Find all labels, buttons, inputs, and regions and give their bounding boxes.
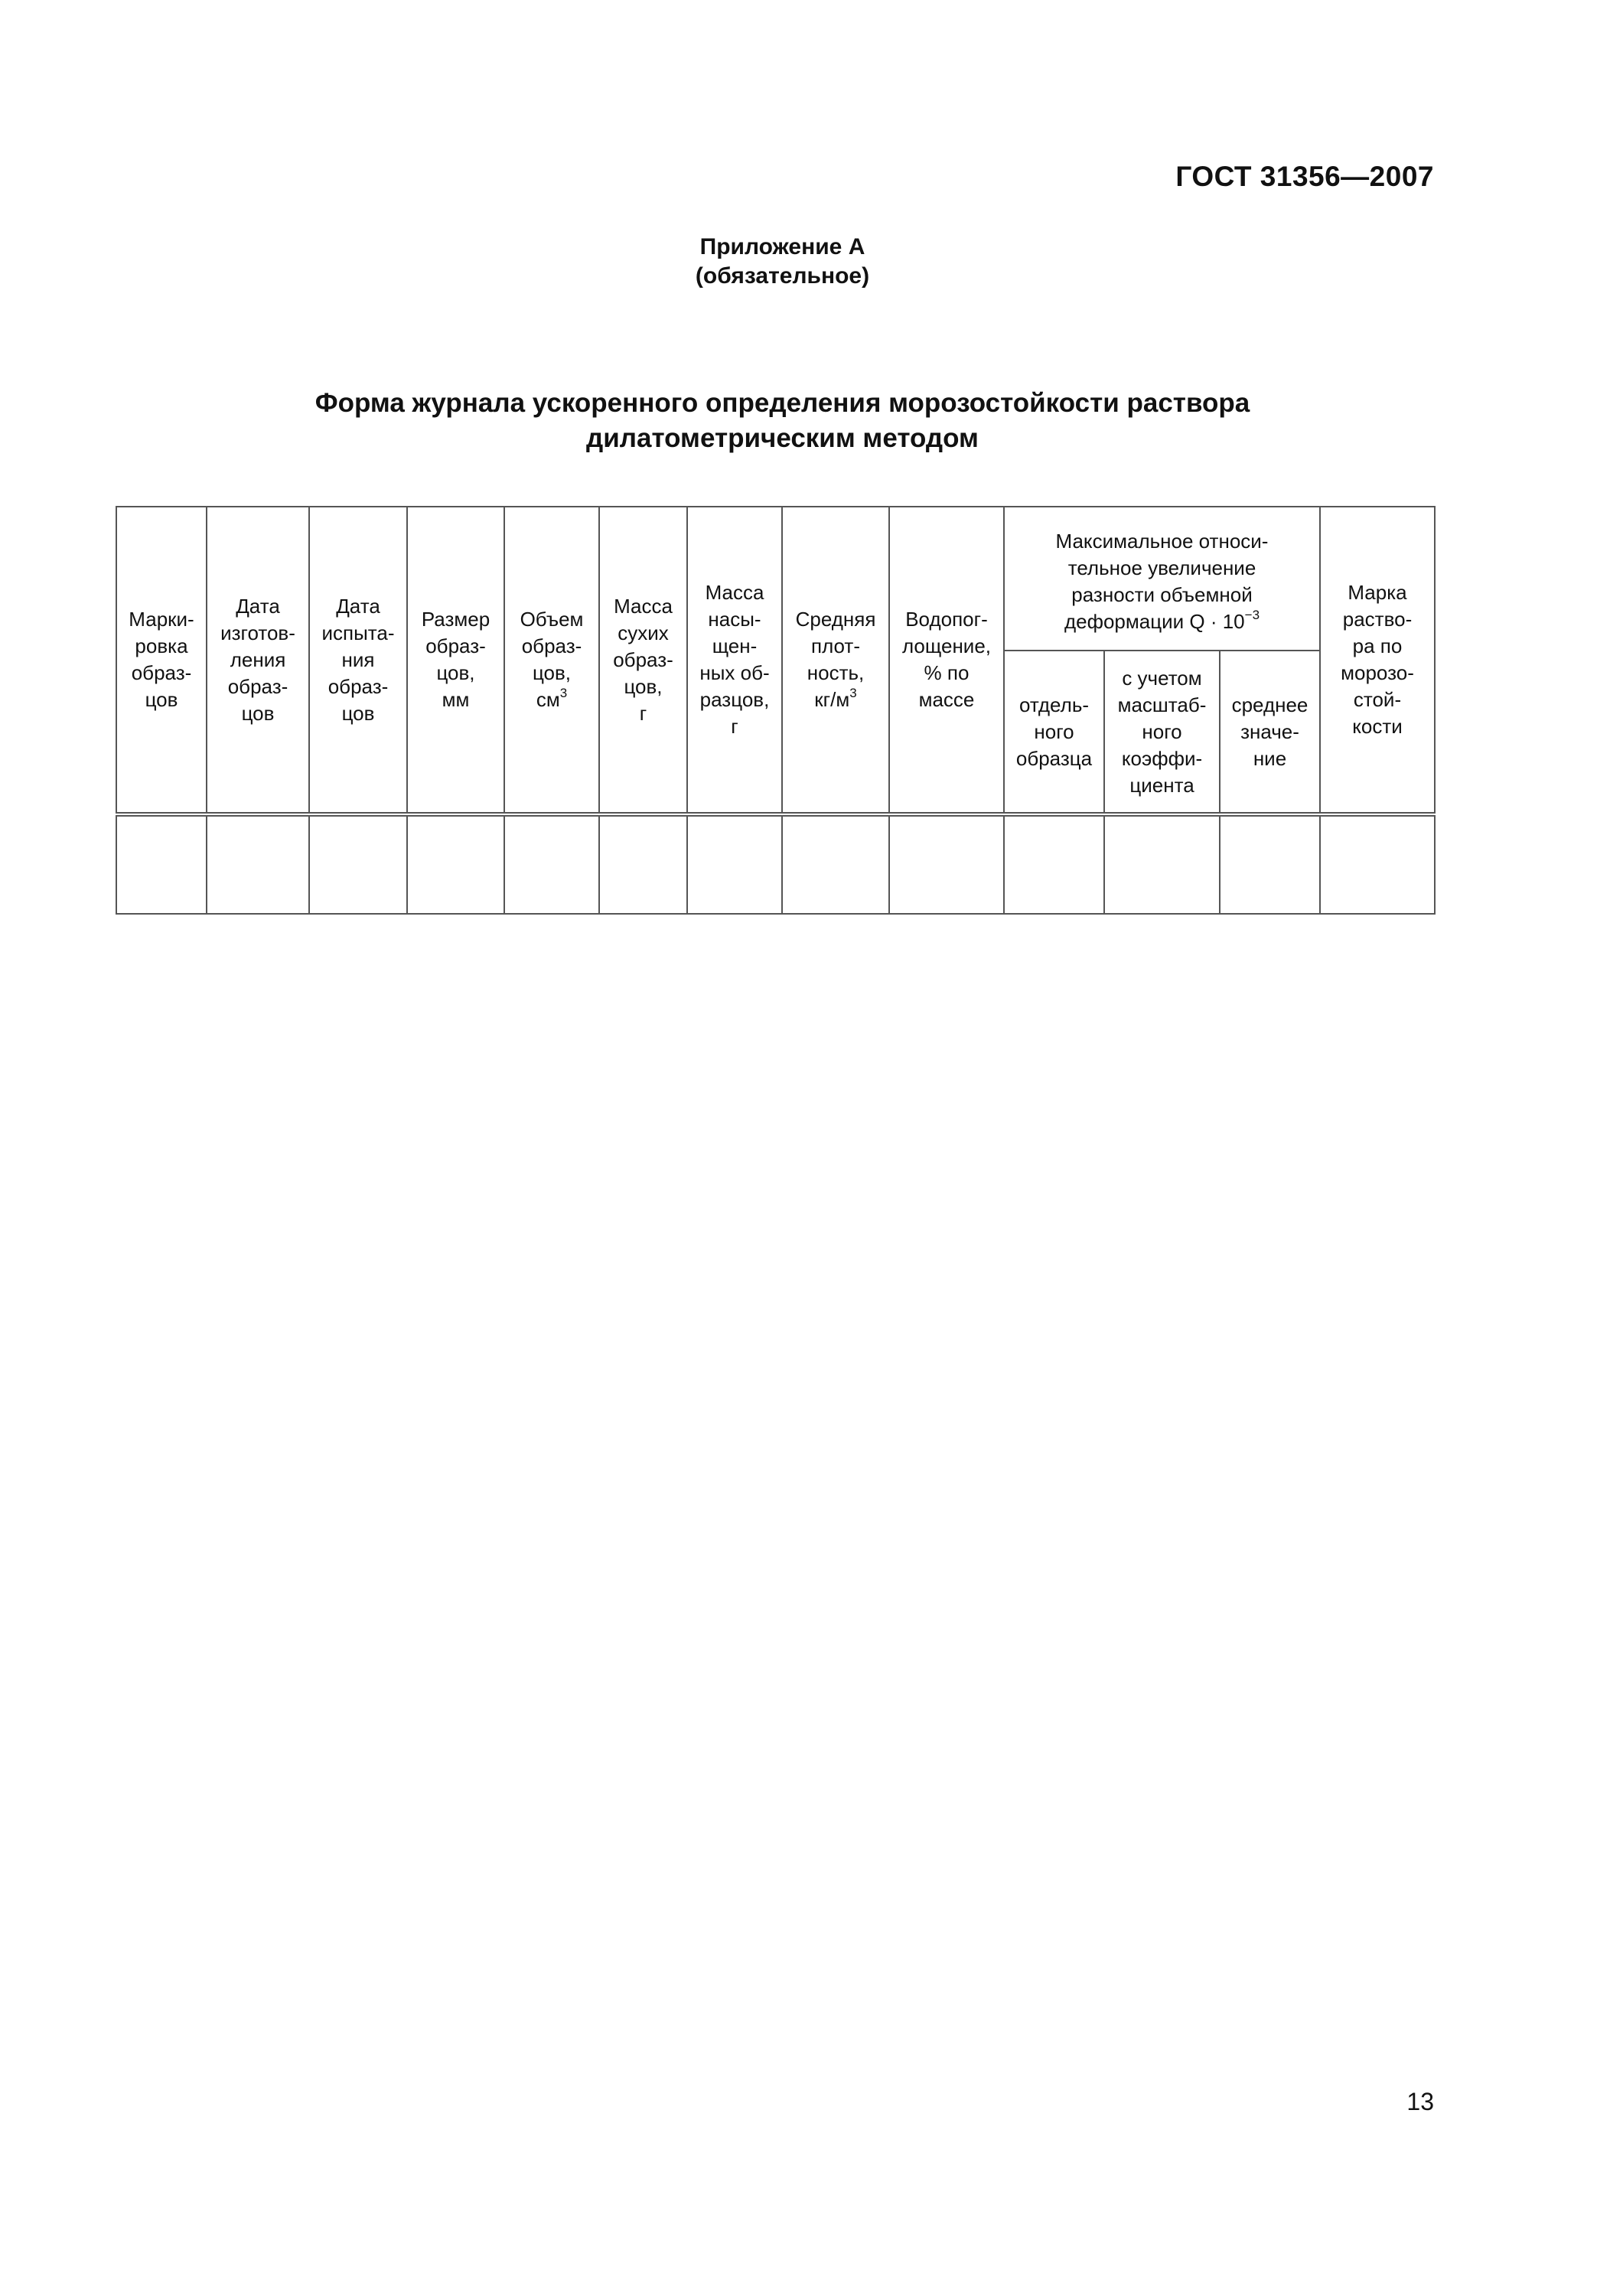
- table-cell: [1320, 814, 1435, 914]
- table-cell: [687, 814, 782, 914]
- table-cell: [1004, 814, 1104, 914]
- table-cell: [504, 814, 599, 914]
- header-average-density-text: Средняя плот- ность, кг/м: [795, 608, 876, 711]
- header-scale-factor: с учетом масштаб- ного коэффи- циента: [1104, 651, 1220, 814]
- table-cell: [309, 814, 407, 914]
- table-cell: [407, 814, 504, 914]
- header-sample-size: Размер образ- цов, мм: [407, 507, 504, 814]
- table-cell: [207, 814, 309, 914]
- header-sample-volume: [504, 507, 599, 814]
- header-max-deformation-group: [1004, 507, 1320, 651]
- header-average-value: среднее значе- ние: [1220, 651, 1320, 814]
- table-cell: [889, 814, 1004, 914]
- header-average-density-exponent: 3: [849, 686, 857, 700]
- header-frost-resistance-grade: Марка раство- ра по морозо- стой- кости: [1320, 507, 1435, 814]
- header-saturated-mass: Масса насы- щен- ных об- разцов, г: [687, 507, 782, 814]
- header-dry-mass: Масса сухих образ- цов, г: [599, 507, 687, 814]
- table-cell: [782, 814, 889, 914]
- header-test-date: Дата испыта- ния образ- цов: [309, 507, 407, 814]
- form-title-line-1: Форма журнала ускоренного определения морозостойкости раствора: [314, 388, 1250, 418]
- table-cell: [599, 814, 687, 914]
- table-row: [116, 814, 1435, 914]
- form-title: [0, 386, 1565, 456]
- header-max-deformation-exponent: −3: [1244, 608, 1260, 622]
- table-cell: [1104, 814, 1220, 914]
- page-number: 13: [1406, 2088, 1434, 2115]
- header-water-absorption: Водопог- лощение, % по массе: [889, 507, 1004, 814]
- appendix-label: Приложение А: [699, 234, 865, 259]
- header-max-deformation-text: Максимальное относи- тельное увеличение разности объемной деформации Q · 10: [1055, 530, 1269, 633]
- header-average-density: [782, 507, 889, 814]
- table-cell: [116, 814, 207, 914]
- table-cell: [1220, 814, 1320, 914]
- appendix-status: (обязательное): [695, 263, 870, 289]
- appendix-heading: [0, 233, 1565, 291]
- journal-form-table: [116, 506, 1436, 915]
- form-title-line-2: дилатометрическим методом: [586, 423, 979, 453]
- header-manufacture-date: Дата изготов- ления образ- цов: [207, 507, 309, 814]
- header-sample-marking: Марки- ровка образ- цов: [116, 507, 207, 814]
- header-sample-volume-exponent: 3: [559, 686, 568, 700]
- header-sample-volume-text: Объем образ- цов, см: [520, 608, 584, 711]
- header-individual-sample: отдель- ного образца: [1004, 651, 1104, 814]
- document-number: ГОСТ 31356—2007: [1175, 161, 1434, 192]
